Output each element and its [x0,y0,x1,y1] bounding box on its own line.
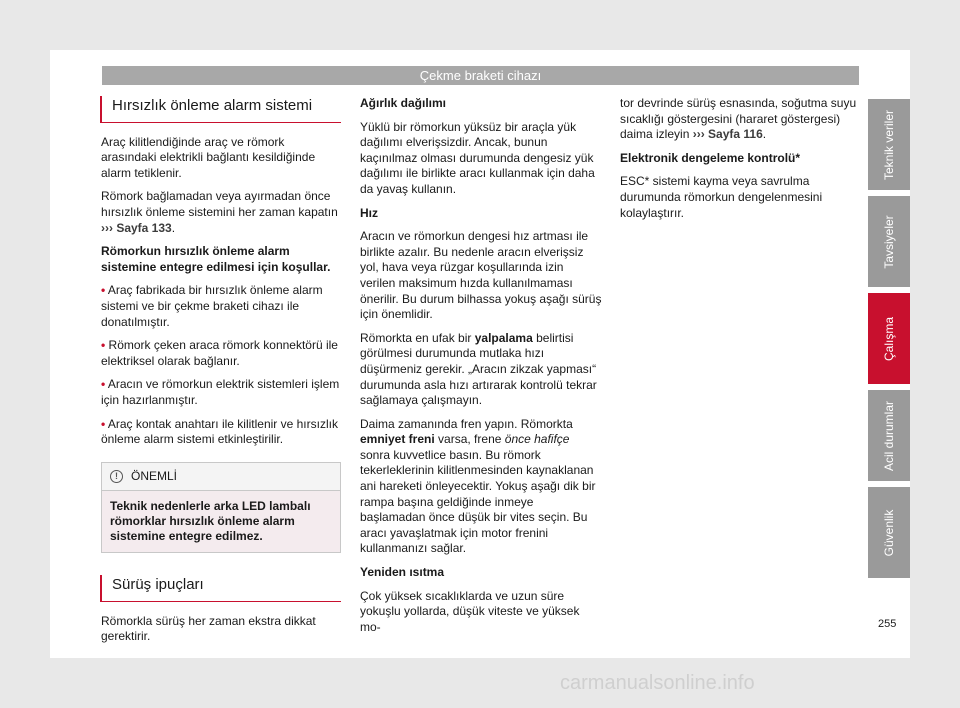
notice-header [102,463,340,492]
info-icon: ! [110,470,123,483]
section-title-alarm: Hırsızlık önleme alarm sistemi [100,96,341,123]
page-link[interactable]: ››› Sayfa 133 [101,220,172,235]
paragraph: Römork bağlamadan veya ayırmadan önce hırsızlık önleme sistemini her zaman kapatın ››› Sayfa 133. [101,189,338,235]
paragraph: Aracın ve römorkun dengesi hız artması ile birlikte azalır. Bu nedenle aracın elverişsiz yol, hava veya rüzgar koşullarında izin verilen maksimum hızda kullanılmaması önerilir. Bu durum bilhassa yokuş aşağı sürüş için önemlidir. [360,229,602,322]
bullet-item: • Aracın ve römorkun elektrik sistemleri işlem için hazırlanmıştır. [101,377,340,407]
page-link[interactable]: ››› Sayfa 116 [692,127,763,142]
section-title-driving: Sürüş ipuçları [100,575,341,602]
tab-acil-durumlar[interactable]: Acil durumlar [868,390,910,481]
paragraph: Daima zamanında fren yapın. Römorkta emniyet freni varsa, frene önce hafifçe sonra kuvvetlice basın. Bu römork tekerleklerinin kilitlenmesinden kaynaklanan ani hareketi önleyecektir. Yokuş aşağı dik bir rampa başına geldiğinde inmeye başlamadan önce düşük bir vites seçin. Bu aracı yavaşlatmak için motor frenini kullanmanızı sağlar. [360,416,596,556]
column-left [101,96,341,653]
chapter-tabs [868,99,910,584]
notice-title: ÖNEMLİ [131,468,178,483]
bullet-item: • Araç fabrikada bir hırsızlık önleme alarm sistemi ve bir çekme braketi cihazı ile donatılmıştır. [101,283,323,329]
chapter-header: Çekme braketi cihazı [102,66,859,85]
tab-teknik-veriler[interactable]: Teknik veriler [868,99,910,190]
paragraph: Yüklü bir römorkun yüksüz bir araçla yük dağılımı elverişsizdir. Ancak, bunun kaçınılmaz olması durumunda dengesiz yük dağılımı ile birlikte aracı kullanmak için daha da yavaş kullanın. [360,119,595,196]
tab-guvenlik[interactable]: Güvenlik [868,487,910,578]
paragraph: Araç kilitlendiğinde araç ve römork arasındaki elektrikli bağlantı kesildiğinde alarm tetiklenir. [101,134,316,180]
subheading: Ağırlık dağılımı [360,96,447,110]
subheading: Yeniden ısıtma [360,565,445,580]
page-number: 255 [878,618,897,630]
paragraph: Çok yüksek sıcaklıklarda ve uzun süre yokuşlu yollarda, düşük viteste ve yüksek mo- [360,588,580,634]
subheading: Elektronik dengeleme kontrolü* [620,150,801,165]
subheading: Hız [360,205,378,220]
bullet-item: • Römork çeken araca römork konnektörü ile elektriksel olarak bağlanır. [101,338,338,368]
column-right [620,96,860,229]
tab-calisma[interactable]: Çalışma [868,293,910,384]
notice-box [101,462,341,554]
tab-tavsiyeler[interactable]: Tavsiyeler [868,196,910,287]
bullet-item: • Araç kontak anahtarı ile kilitlenir ve hırsızlık önleme alarm sistemi etkinleştirilir. [101,416,338,447]
paragraph: tor devrinde sürüş esnasında, soğutma suyu sıcaklığı göstergesini (hararet göstergesi) daima izleyin ››› Sayfa 116. [620,96,857,142]
column-middle [360,96,602,643]
paragraph: ESC* sistemi kayma veya savrulma durumunda römorkun dengelenmesini kolaylaştırır. [620,174,823,220]
notice-body: Teknik nedenlerle arka LED lambalı römorklar hırsızlık önleme alarm sistemine entegre edilmez. [102,491,340,552]
watermark: carmanualsonline.info [560,672,755,694]
paragraph: Römorkta en ufak bir yalpalama belirtisi görülmesi durumunda mutlaka hızı düşürmeniz gerekir. „Aracın zikzak yapması“ durumunda asla hızı artırarak kontrolü tekrar sağlamaya çalışmayın. [360,330,597,408]
paragraph: Römorkla sürüş her zaman ekstra dikkat gerektirir. [101,613,316,644]
subheading: Römorkun hırsızlık önleme alarm sistemine entegre edilmesi için koşullar. [101,244,331,274]
